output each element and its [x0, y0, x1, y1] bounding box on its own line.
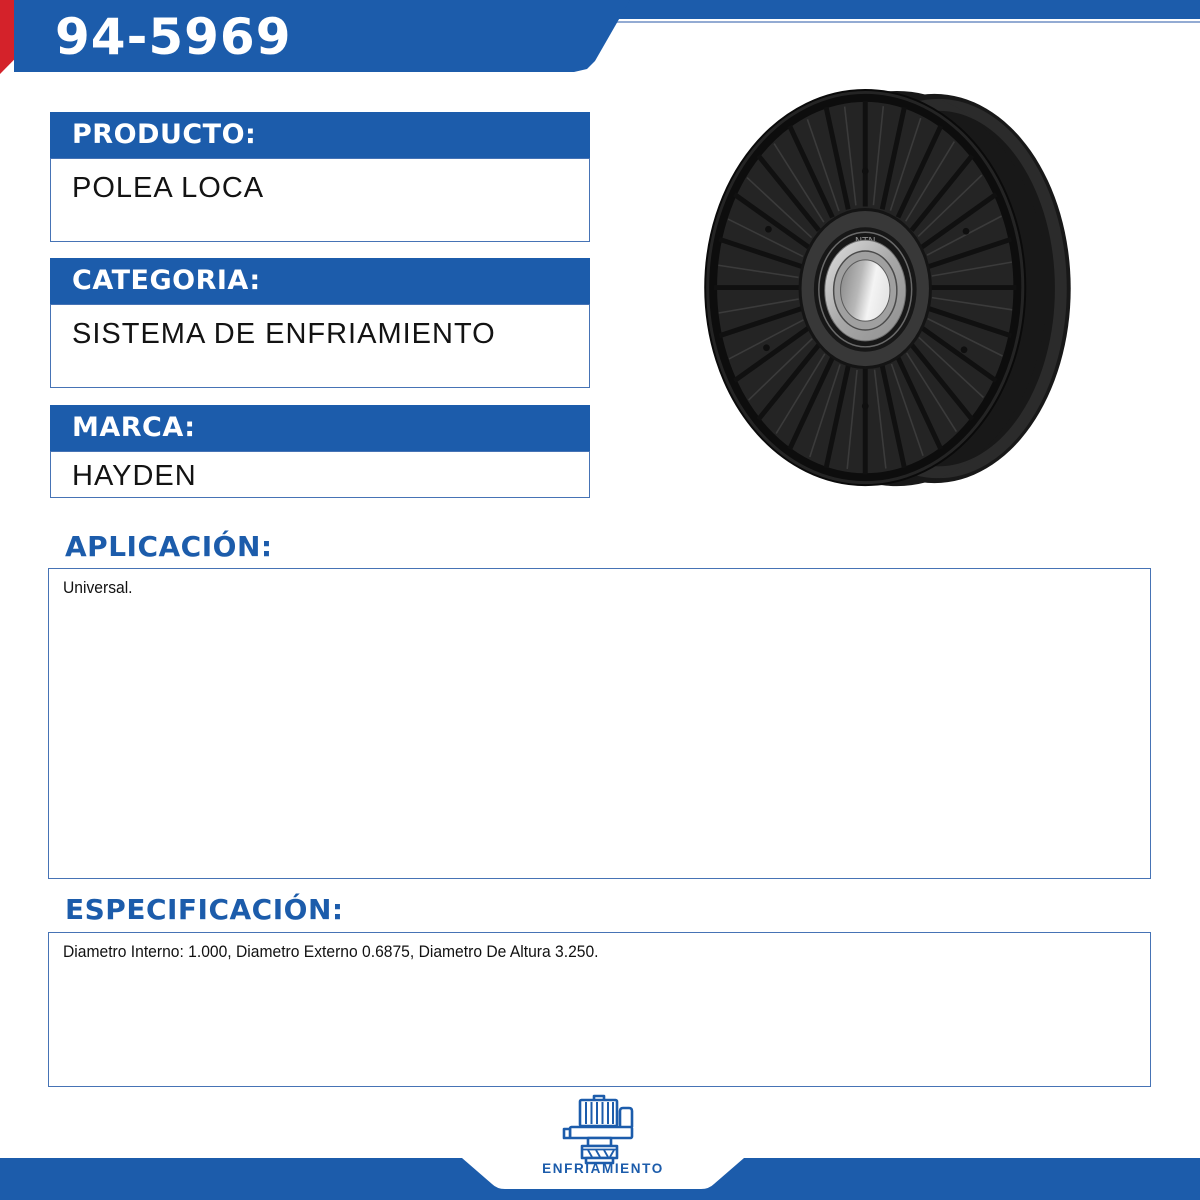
- footer-category-label: ENFRIAMIENTO: [542, 1161, 664, 1176]
- especificacion-title: ESPECIFICACIÓN:: [65, 893, 344, 926]
- aplicacion-title: APLICACIÓN:: [65, 530, 273, 563]
- header-red-accent: [0, 0, 16, 74]
- marca-label: MARCA:: [50, 405, 590, 451]
- field-categoria: [50, 258, 590, 388]
- especificacion-box: [48, 932, 1151, 1087]
- cooling-system-icon: [558, 1092, 642, 1166]
- producto-value: POLEA LOCA: [50, 158, 590, 242]
- bearing-bore: [841, 260, 890, 321]
- especificacion-text: Diametro Interno: 1.000, Diametro Externo 0.6875, Diametro De Altura 3.250.: [63, 942, 599, 961]
- categoria-label: CATEGORIA:: [50, 258, 590, 304]
- product-photo-idler-pulley: [695, 88, 1075, 493]
- field-marca: [50, 405, 590, 498]
- field-producto: [50, 112, 590, 242]
- marca-value: HAYDEN: [50, 451, 590, 498]
- producto-label: PRODUCTO:: [50, 112, 590, 158]
- categoria-value: SISTEMA DE ENFRIAMIENTO: [50, 304, 590, 388]
- part-number: 94-5969: [55, 8, 292, 66]
- aplicacion-box: [48, 568, 1151, 879]
- icon-left-nub: [564, 1129, 570, 1138]
- icon-right-arm: [620, 1108, 632, 1127]
- icon-mount-plate: [570, 1127, 632, 1138]
- aplicacion-text: Universal.: [63, 578, 133, 597]
